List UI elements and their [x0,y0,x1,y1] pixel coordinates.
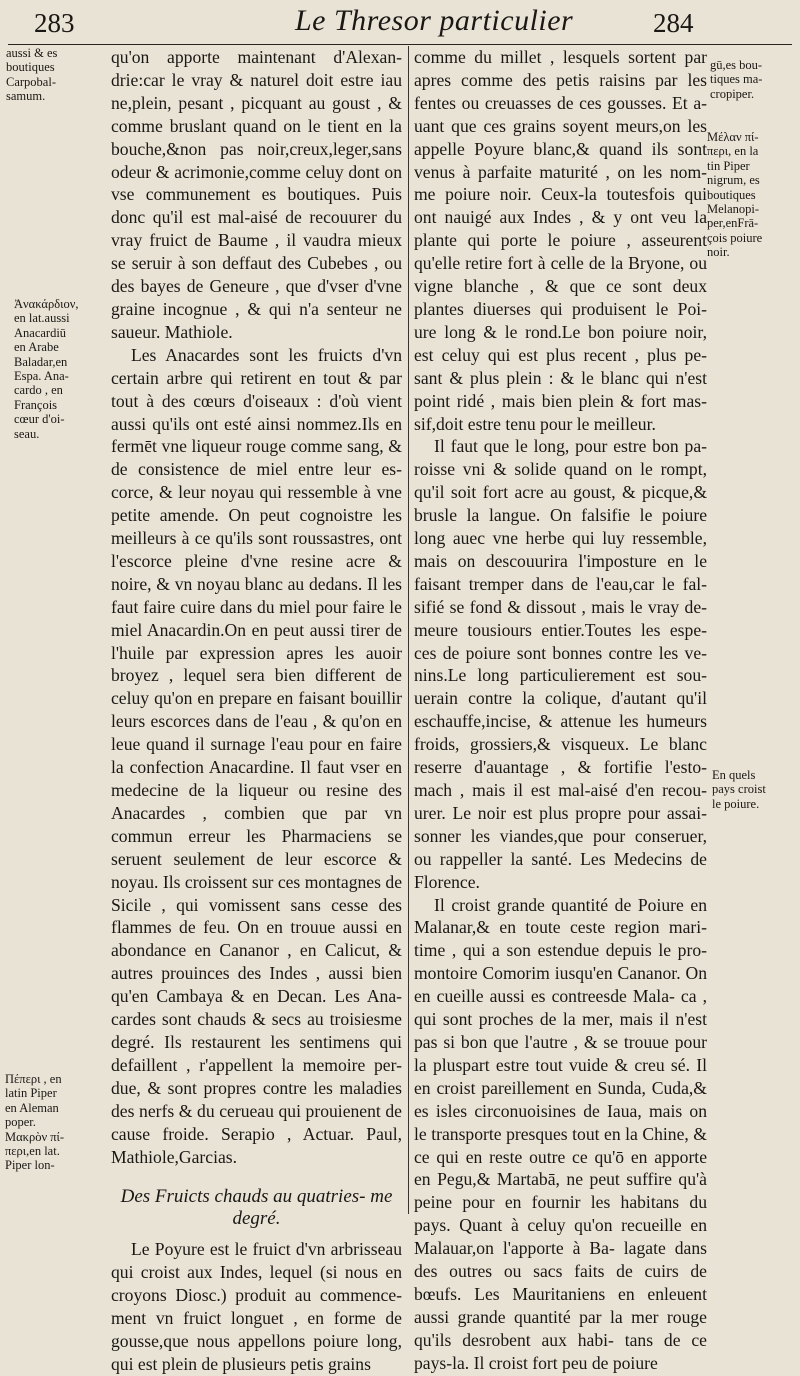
margin-note-melanopiper [707,130,797,260]
margin-line: aussi & es [6,46,58,60]
paragraph: Le Poyure est le fruict d'vn arbrisseau qui croist aux Indes, lequel (si nous en croyons Diosc.) produit au commence- ment vn fruict longuet , en forme de gousse,que nous appellons poiure long, qui est plein de plusieurs petis grains [111,1239,402,1374]
margin-line: Piper lon- [5,1158,55,1173]
paragraph: Les Anacardes sont les fruicts d'vn certain arbre qui retirent en tout & par tout à des cœurs d'oiseaux : d'où vient aussi qu'ils ont esté ainsi nommez.Ils en fermēt vne liqueur rouge comme sang, & de consistence de miel entre leur es- corce, & leur noyau qui ressemble à vne petite amende. On peut cognoistre les meilleurs à ce qu'ils sont roussastres, ont l'escorce pleine d'vne resine acre & noire, & vn noyau blanc au dedans. Il les faut faire cuire dans du miel pour faire le miel Anacardin.On en peut aussi tirer de l'huile par expression apres les auoir broyez , lequel sera bien different de celuy qu'on en prepare en faisant bouillir leurs escorces dans de l'eau , & qu'on en leue quand il surnage l'eau pour en faire la confection Anacardine. Il faut vser en medecine de la liqueur ou resine des Anacardes , combien que par vn commun erreur les Pharmaciens se seruent seulement de leur escorce & noyau. Ils croissent sur ces montagnes de Sicile , qui vomissent sans cesse des flammes de feu. On en trouue aussi en abondance en Cananor , en Calicut, & autres prouinces des Indes , aussi bien qu'en Cambaya & en Decan. Les Ana- cardes sont chauds & secs au troisiesme degré. Ils restaurent les sentimens qui defaillent , r'appellent la memoire per- due, & sont propres contre les maladies des nerfs & du cerueau qui prouienent de cause froide. Serapio , Actuar. Paul, Mathiole,Garcias. [111,344,402,1167]
margin-note-pepper-countries [712,768,798,811]
margin-line: samum. [6,89,46,104]
margin-note-piper [5,1072,109,1173]
margin-line: περι,en lat. [5,1144,60,1159]
margin-line: tiques ma- [710,72,763,87]
margin-line: per,enFrā- [707,216,759,231]
margin-line: Μακρὸν πί- [5,1129,65,1144]
header-rule [8,44,792,45]
page-number-right: 284 [653,8,694,38]
margin-line: Carpobal- [6,74,56,89]
margin-line: François [14,397,58,412]
paragraph: Il faut que le long, pour estre bon pa- roisse vni & solide quand on le rompt, qu'il soit fort acre au goust, & picque,& brusle la langue. On falsifie le poiure long auec vne herbe qui luy ressemble, mais on descouurira l'imposture en le faisant tremper dans de l'eau,car le fal- sifié se fond & dissout , mais le vray de- meure tousiours entier.Toutes les espe- ces de poiure sont bonnes contre les ve- nins.Le long particulierement est sou- uerain contre la colique, d'autant qu'il eschauffe,incise, & attenue les humeurs froids, grossiers,& visqueux. Le blanc reserre d'auantage , & fortifie l'esto- mach , mais il est mal-aisé d'en recou- urer. Le noir est plus propre pour assai- sonner les viandes,que pour conseruer, ou rappeller la santé. Les Medecins de Florence. [414,436,707,892]
margin-line: boutiques [707,187,756,202]
margin-line: poper. [5,1115,36,1130]
margin-line: en Aleman [5,1100,59,1115]
page-number-left: 283 [34,8,75,38]
margin-note-macropiper [710,58,798,101]
margin-line: Espa. Ana- [14,369,69,384]
margin-line: çois poiure [707,230,763,245]
column-divider [408,46,409,1214]
left-column [111,46,402,1376]
margin-line: noir. [707,245,730,260]
margin-line: en lat.aussi [14,311,70,326]
paragraph: comme du millet , lesquels sortent par apres comme des petis raisins par les fentes ou creuasses de ces gousses. Et a- uant que ces grains soyent meurs,on les appelle Poyure blanc,& quand ils sont venus à parfaite maturité , on les nom- me poiure noir. Ceux-la toutesfois qui ont nauigé aux Indes , & y ont veu la plante qui porte le poiure , asseurent qu'elle retire fort à celle de la Bryone, ou vigne blanche , & que ce sont deux plantes diuerses qui produisent le Poi- ure long & le rond.Le bon poiure noir, est celuy qui est plus recent , plus pe- sant & plus plein : & le blanc qui n'est point ridé , mais bien plein & fort mas- sif,doit estre tenu pour le meilleur. [414,47,707,434]
margin-line: Melanopi- [707,202,760,217]
margin-line: cœur d'oi- [14,412,65,427]
running-title: Le Thresor particulier [295,4,574,37]
section-heading: Des Fruicts chauds au quatries- me degré. [120,1186,393,1230]
margin-line: pays croist [712,782,766,797]
margin-line: Baladar,en [14,354,68,369]
margin-line: tin Piper [707,158,750,173]
margin-line: περι, en la [707,144,759,159]
margin-line: seau. [14,426,40,441]
margin-line: le poiure. [712,796,760,811]
margin-line: gū,es bou- [710,58,763,72]
paragraph: qu'on apporte maintenant d'Alexan- drie:car le vray & naturel doit estre iau ne,plein, pesant , picquant au goust , & comme bruslant quand on le tient en la bouche,&non pas noir,creux,leger,sans odeur & acrimonie,comme celuy dont on vse communement es boutiques. Puis donc qu'il est mal-aisé de recouurer du vray fruict de Baume , il vaudra mieux se seruir à son deffaut des Cubebes , ou des bayes de Geneure , que d'vser d'vne graine incognue , & qui n'a senteur ne saueur. Mathiole. [111,47,402,342]
margin-line: cropiper. [710,86,755,101]
running-header [0,2,800,42]
margin-line: cardo , en [14,383,63,398]
margin-line: boutiques [6,60,55,75]
margin-line: En quels [712,768,756,782]
margin-line: Πέπερι , en [5,1072,62,1086]
paragraph: Il croist grande quantité de Poiure en Malanar,& en toute ceste region mari- time , qui a son estendue depuis le pro- montoire Comorim iusqu'en Cananor. On en cueille aussi es contreesde Mala- ca , qui sont proches de la mer, mais il n'est pas si bon que l'autre , & se trouue pour la pluspart estre tout vuide & creu sé. Il en croist pareillement en Sunda, Cuda,& es isles circonuoisines de Iaua, mais on le transporte presques tout en la Chine, & ce qui en reste outre ce qu'ō en apporte en Pegu,& Martabā, ne peut suffire qu'à peine pour en fournir les habitans du pays. Quant à celuy qu'on recueille en Malauar,on l'apporte à Ba- lagate dans des outres ou sacs faits de cuirs de bœufs. Les Mauritaniens en enleuent aussi grande quantité par la mer rouge qu'ils desrobent aux habi- tans de ce pays-la. Il croist fort peu de poiure [414,894,707,1373]
margin-line: Μέλαν πί- [707,130,759,144]
margin-line: Ἀνακάρδιον, [14,297,79,311]
margin-line: latin Piper [5,1086,57,1101]
margin-line: en Arabe [14,340,59,355]
margin-line: nigrum, es [707,173,760,188]
margin-line: Anacardiū [14,325,67,340]
margin-note-anacardium [14,297,108,441]
right-column [414,46,707,1375]
margin-note-carpobalsamum [6,46,106,104]
